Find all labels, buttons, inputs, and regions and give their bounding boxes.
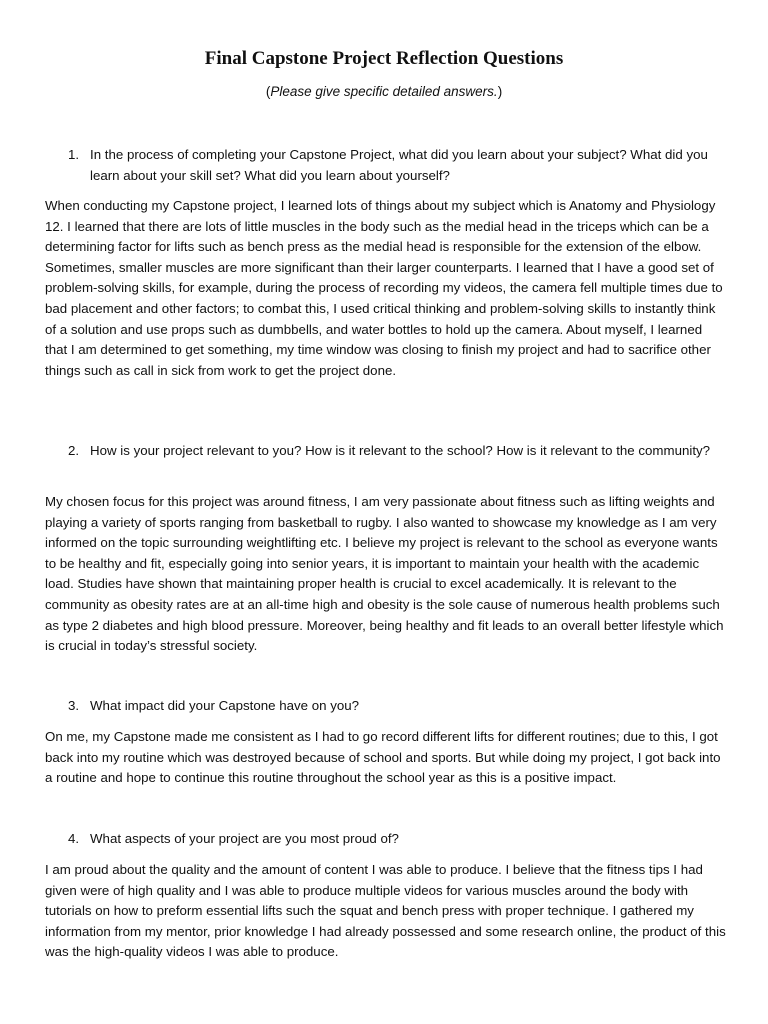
subtitle-text: Please give specific detailed answers. — [270, 84, 498, 99]
answer-4: I am proud about the quality and the amount of content I was able to produce. I believe that the fitness tips I had given were of high quality and I was able to produce multiple videos for various muscles around the body with tutorials on how to preform essential lifts such the squat and bench press with proper technique. I gathered my information from my mentor, prior knowledge I had already possessed and some research online, the product of this was the high-quality videos I was able to produce. — [45, 862, 726, 960]
subtitle-close-paren: ) — [497, 84, 503, 99]
question-text: How is your project relevant to you? How is it relevant to the school? How is it relevant to the community? — [90, 443, 711, 458]
page-title: Final Capstone Project Reflection Questions — [204, 48, 564, 69]
subtitle-open-paren: ( — [265, 84, 271, 99]
question-number: 1. — [68, 147, 80, 162]
question-4 — [68, 829, 728, 850]
answer-3: On me, my Capstone made me consistent as I had to go record different lifts for different routines; due to this, I got back into my routine which was destroyed because of school and sports. But while doing my project, I got back into a routine and hope to continue this routine throughout the school year as this is a positive impact. — [45, 729, 721, 786]
question-2 — [68, 441, 728, 462]
question-1 — [68, 145, 728, 186]
page-subtitle — [0, 83, 768, 101]
answer-2: My chosen focus for this project was around fitness, I am very passionate about fitness such as lifting weights and playing a variety of sports ranging from basketball to rugby. I also wanted to showcase my knowledge as I am very informed on the topic surrounding weightlifting etc. I believe my project is relevant to the school as everyone wants to be healthy and fit, especially going into senior years, it is important to maintain your health with the academic load. Studies have shown that maintaining proper health is crucial to excel academically. It is relevant to the community as obesity rates are at an all-time high and obesity is the sole cause of numerous health problems such as type 2 diabetes and high blood pressure. Moreover, being healthy and fit leads to an overall better lifestyle which is crucial in today’s stressful society. — [45, 494, 724, 654]
question-number: 4. — [68, 831, 80, 846]
question-number: 3. — [68, 698, 80, 713]
question-text: What impact did your Capstone have on you? — [90, 698, 360, 713]
question-number: 2. — [68, 443, 80, 458]
question-text: In the process of completing your Capstone Project, what did you learn about your subject? What did you learn about your skill set? What did you learn about yourself? — [90, 147, 708, 183]
answer-1: When conducting my Capstone project, I learned lots of things about my subject which is Anatomy and Physiology 12. I learned that there are lots of little muscles in the body such as the medial head in the triceps which can be a determining factor for lifts such as bench press as the medial head is responsible for the extension of the elbow. Sometimes, smaller muscles are more significant than their larger counterparts. I learned that I have a good set of problem-solving skills, for example, during the process of recording my videos, the camera fell multiple times due to bad placement and other factors; to combat this, I used critical thinking and problem-solving skills to instantly think of a solution and use props such as dumbbells, and water bottles to hold up the camera. About myself, I learned that I am determined to get something, my time window was closing to finish my project and had to sacrifice other things such as call in sick from work to get the project done. — [45, 198, 723, 378]
question-text: What aspects of your project are you most proud of? — [90, 831, 399, 846]
question-3 — [68, 696, 728, 717]
